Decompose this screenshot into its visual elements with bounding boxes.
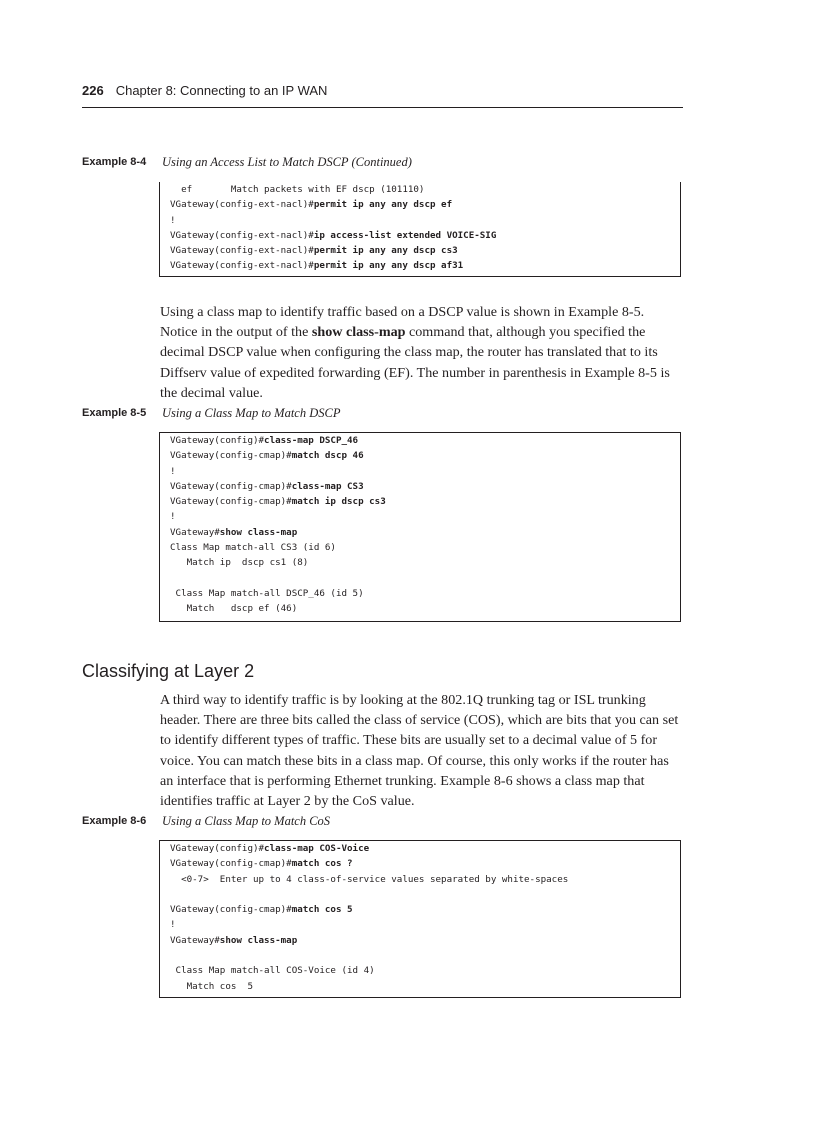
text-run: VGateway(config-ext-nacl)# [170,199,314,211]
example-caption: Using a Class Map to Match DSCP [162,406,341,420]
paragraph-layer2 [160,690,685,811]
text-run: VGateway(config-ext-nacl)# [170,229,314,241]
paragraph-dscp [160,302,685,403]
page-number: 226 [82,83,104,98]
code-line [170,525,680,540]
code-line [170,197,680,212]
text-run: VGateway(config)# [170,843,265,854]
code-line [170,856,680,871]
example-caption: Using a Class Map to Match CoS [162,814,331,828]
code-line [170,243,680,258]
text-run: VGateway(config-cmap)# [170,450,292,462]
text-run: VGateway(config-cmap)# [170,480,292,492]
text-run: VGateway(config-ext-nacl)# [170,245,314,257]
example-number: Example 8-5 [82,407,147,419]
text-run: ! [170,465,176,477]
code-line [170,464,680,479]
example-number: Example 8-6 [82,815,147,827]
section-heading: Classifying at Layer 2 [82,661,255,681]
code-line [170,258,680,273]
command-text: match ip dscp cs3 [291,496,386,508]
example-8-6-label [82,814,331,828]
command-text: match cos ? [291,858,353,870]
code-line [170,479,680,494]
code-line [170,948,680,963]
code-line [170,917,680,932]
text-run: VGateway(config-ext-nacl)# [170,260,314,272]
code-line [170,571,680,586]
code-line [170,887,680,902]
code-line [170,228,680,243]
code-line [170,979,680,994]
text-run: ! [170,919,176,931]
command-text: permit ip any any dscp cs3 [313,245,458,257]
text-run: command that, although you specified the decimal DSCP value when configuring the class map, the router has translated that to its Diffserv value of expedited forwarding (EF). The number in parenthesis in Example 8-5 is the decimal value. [160,324,670,401]
command-text: show class-map [219,526,298,538]
text-run: VGateway(config-cmap)# [170,904,292,916]
text-run: VGateway(config-cmap)# [170,496,292,508]
running-header [82,83,683,108]
example-8-5-label [82,406,341,420]
command-text: match dscp 46 [291,450,364,462]
text-run: ! [170,511,176,523]
code-line [170,601,680,616]
text-run: ef Match packets with EF dscp (101110) [170,184,425,195]
code-line [170,540,680,555]
text-run: Match cos 5 [170,980,253,992]
example-8-4-code [159,182,681,277]
example-8-5-code [159,432,681,622]
code-line [170,872,680,887]
code-line [170,494,680,509]
command-text: show class-map [219,934,298,946]
code-line [170,433,680,448]
code-line [170,213,680,228]
code-line [170,586,680,601]
text-run: A third way to identify traffic is by looking at the 802.1Q trunking tag or ISL trunking header. There are three bits called the class of service (COS), which are bits that you can set to identify different types of traffic. These bits are usually set to a decimal value of 5 for voice. You can match these bits in a class map. Of course, this only works if the router has an interface that is performing Ethernet trunking. Example 8-6 shows a class map that identifies traffic at Layer 2 by the CoS value. [160,692,679,810]
text-run: VGateway(config-cmap)# [170,858,292,870]
command-text: show class-map [311,324,406,341]
text-run: VGateway# [170,526,220,538]
text-run: Using a class map to identify traffic based on a DSCP value is shown in Example 8-5. Notice in the output of the [160,304,645,341]
text-run: Class Map match-all COS-Voice (id 4) [170,965,375,977]
text-run: Match ip dscp cs1 (8) [170,557,309,569]
command-text: match cos 5 [291,904,353,916]
example-caption: Using an Access List to Match DSCP (Continued) [162,155,412,169]
example-number: Example 8-4 [82,156,147,168]
text-run: Class Map match-all DSCP_46 (id 5) [170,587,364,599]
command-text: permit ip any any dscp ef [313,199,453,211]
example-8-4-label [82,155,412,169]
text-run: VGateway(config)# [170,435,265,446]
text-run: VGateway# [170,934,220,946]
command-text: class-map COS-Voice [264,843,370,854]
code-line [170,509,680,524]
code-line [170,963,680,978]
command-text: permit ip any any dscp af31 [313,260,464,272]
text-run: ! [170,214,176,226]
chapter-title: Chapter 8: Connecting to an IP WAN [115,83,328,98]
text-run: Match dscp ef (46) [170,603,298,615]
command-text: class-map DSCP_46 [264,435,359,446]
code-line [170,933,680,948]
code-line [170,555,680,570]
text-run: Class Map match-all CS3 (id 6) [170,542,336,554]
code-line [170,841,680,856]
command-text: class-map CS3 [291,480,364,492]
code-line [170,448,680,463]
text-run: <0-7> Enter up to 4 class-of-service values separated by white-spaces [170,873,569,885]
command-text: ip access-list extended VOICE-SIG [313,229,497,241]
example-8-6-code [159,840,681,998]
code-line [170,182,680,197]
code-line [170,902,680,917]
